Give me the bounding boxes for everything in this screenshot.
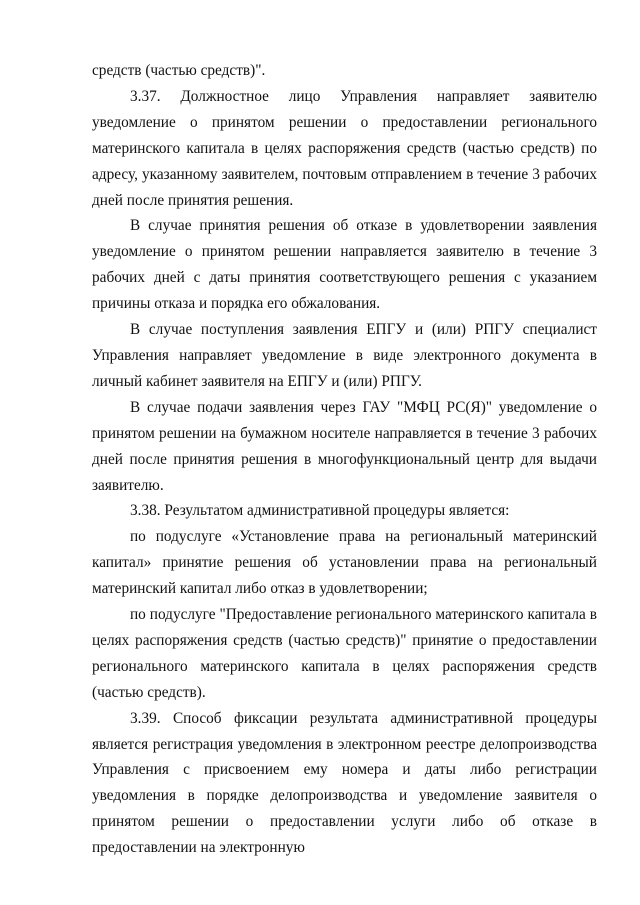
paragraph-refusal-notice: В случае принятия решения об отказе в удовлетворении заявления уведомление о принятом решении направляется заявителю в течение 3 рабочих дней с даты принятия соответствующего решения с указанием причины отказа и порядка его обжалования. — [92, 217, 597, 313]
paragraph-3-39: 3.39. Способ фиксации результата административной процедуры является регистрация уведомления в электронном реестре делопроизводства Управления с присвоением ему номера и даты либо регистрации уведомления в порядке делопроизводства и уведомление заявителя о принятом решении о предоставлении услуги либо об отказе в предоставлении на электронную — [92, 709, 597, 857]
paragraph-epgu-notice: В случае поступления заявления ЕПГУ и (или) РПГУ специалист Управления направляет уведомление в виде электронного документа в личный кабинет заявителя на ЕПГУ и (или) РПГУ. — [92, 321, 597, 390]
paragraph-3-37: 3.37. Должностное лицо Управления направляет заявителю уведомление о принятом решении о предоставлении регионального материнского капитала в целях распоряжения средств (частью средств) по адресу, указанному заявителем, почтовым отправлением в течение 3 рабочих дней после принятия решения. — [92, 87, 597, 209]
document-body — [92, 58, 597, 861]
paragraph-continuation: средств (частью средств)". — [92, 62, 266, 79]
paragraph-subservice-right: по подуслуге «Установление права на региональный материнский капитал» принятие решения об установлении права на региональный материнский капитал либо отказ в удовлетворении; — [92, 528, 597, 598]
paragraph-mfc-notice: В случае подачи заявления через ГАУ "МФЦ РС(Я)" уведомление о принятом решении на бумажном носителе направляется в течение 3 рабочих дней после принятия решения в многофункциональный центр для выдачи заявителю. — [92, 398, 597, 494]
paragraph-3-38: 3.38. Результатом административной процедуры является: — [130, 502, 510, 520]
paragraph-subservice-provision: по подуслуге "Предоставление регионального материнского капитала в целях распоряжения средств (частью средств)" принятие о предоставлении регионального материнского капитала в целях распоряжения средств (частью средств). — [92, 606, 597, 701]
